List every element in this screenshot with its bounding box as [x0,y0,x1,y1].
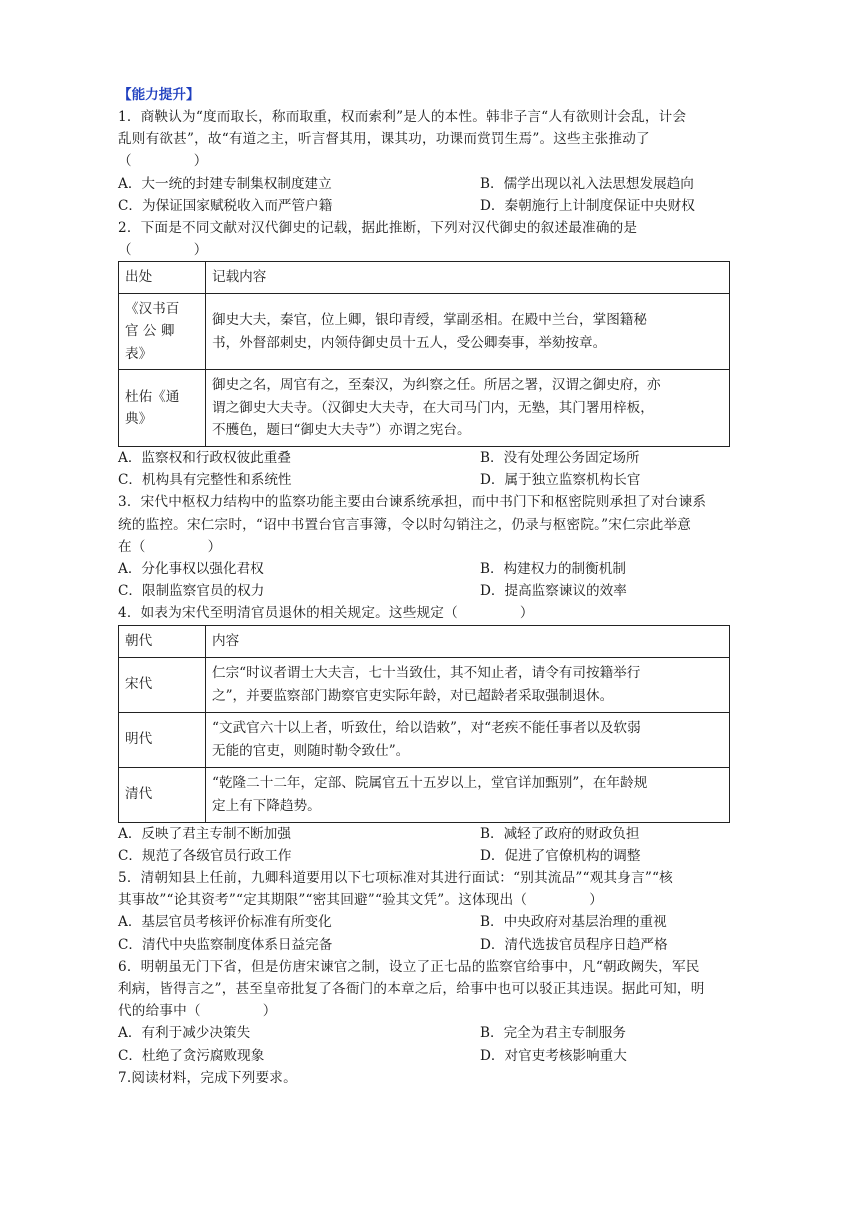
option-c[interactable]: C．杜绝了贪污腐败现象 [118,1047,265,1064]
question-7: 7.阅读材料，完成下列要求。 [118,1069,297,1086]
table-header-row [119,625,730,657]
option-d[interactable]: D．属于独立监察机构长官 [480,472,641,489]
table-cell-content [206,657,730,712]
question-4 [118,602,740,867]
option-row [118,447,740,469]
option-a[interactable]: A．反映了君主专制不断加强 [118,825,291,842]
question-text-line [118,1000,740,1022]
paren-close: ） [519,605,534,622]
table-row [119,293,730,370]
cell-line: 杜佑《通 [125,388,180,405]
cell-line: 定上有下降趋势。 [212,797,321,814]
option-c[interactable]: C．机构具有完整性和系统性 [118,472,292,489]
cell-line: 不雘色，题曰“御史大夫寺”）亦谓之宪台。 [212,422,471,439]
option-row [118,173,740,195]
cell-line: 典》 [125,411,153,428]
option-b[interactable]: B．构建权力的制衡机制 [480,560,626,577]
paren-open: （ [118,242,132,259]
answer-blank [118,150,740,172]
paren-close: ） [262,1003,277,1020]
question-5 [118,867,740,956]
cell-line: 官 公 卿 [125,323,175,340]
option-d[interactable]: D．秦朝施行上计制度保证中央财权 [480,197,695,214]
table-header-cell: 内容 [206,625,730,657]
question-text-line: 3．宋代中枢权力结构中的监察功能主要由台谏系统承担，而中书门下和枢密院则承担了对台谏系 [118,494,707,511]
table-header-cell: 出处 [119,262,206,294]
table-cell-source [119,370,206,447]
table-cell-dynasty: 清代 [119,767,206,822]
table-row [119,370,730,447]
table-cell-source [119,293,206,370]
question-text-line: 6．明朝虽无门下省，但是仿唐宋谏官之制，设立了正七品的监察官给事中，凡“朝政阙失，军民 [118,958,700,975]
option-d[interactable]: D．对官吏考核影响重大 [480,1047,627,1064]
cell-line: 御史之名，周官有之，至秦汉，为纠察之任。所居之署，汉谓之御史府，亦 [212,377,661,394]
question-3 [118,491,740,602]
cell-line: 之”，并要监察部门勘察官吏实际年龄，对已超龄者采取强制退休。 [212,687,614,704]
question-text-line: 1．商鞅认为“度而取长，称而取重，权而索利”是人的本性。韩非子言“人有欲则计会乱，计会 [118,109,687,125]
option-b[interactable]: B．完全为君主专制服务 [480,1025,626,1042]
table-header-row [119,262,730,294]
option-d[interactable]: D．提高监察谏议的效率 [480,583,627,600]
option-a[interactable]: A．大一统的封建专制集权制度建立 [118,175,332,192]
question-text: 代的给事中 [118,1003,187,1020]
paren-close: ） [589,892,603,909]
question-6 [118,956,740,1067]
paren-close: ） [207,538,222,555]
paren-open: （ [131,538,146,555]
question-text-line: 2．下面是不同文献对汉代御史的记载，据此推断，下列对汉代御史的叙述最准确的是 [118,220,638,237]
option-a[interactable]: A．基层官员考核评价标准有所变化 [118,914,332,931]
table-cell-dynasty: 宋代 [119,657,206,712]
cell-line: “文武官六十以上者，听致仕，给以诰敕”，对“老疾不能任事者以及软弱 [212,719,641,736]
option-a[interactable]: A．分化事权以强化君权 [118,560,264,577]
question-2 [118,217,740,491]
option-row [118,911,740,933]
question-text-line: 利病，皆得言之”，甚至皇帝批复了各衙门的本章之后，给事中也可以驳正其违误。据此可知，明 [118,980,705,997]
option-b[interactable]: B．中央政府对基层治理的重视 [480,914,667,931]
option-row [118,823,740,845]
option-c[interactable]: C．限制监察官员的权力 [118,583,265,600]
cell-line: 谓之御史大夫寺。（汉御史大夫寺，在大司马门内，无塾，其门署用梓板， [212,399,654,416]
option-row [118,1022,740,1044]
question-text-line: 乱则有欲甚”，故“有道之主，听言督其用，课其功，功课而赏罚生焉”。这些主张推动了 [118,131,650,148]
paren-open: （ [513,892,528,909]
cell-line: 《汉书百 [125,300,180,317]
cell-line: 表》 [125,345,153,362]
paren-open: （ [186,1003,201,1020]
question-text-line: 5．清朝知县上任前，九卿科道要用以下七项标准对其进行面试：“别其流品”“观其身言”“核 [118,869,673,886]
table-header-cell: 朝代 [119,625,206,657]
cell-line: “乾隆二十二年，定部、院属官五十五岁以上，堂官详加甄别”，在年龄规 [212,774,648,791]
section-title: 【能力提升】 [118,87,200,103]
question-tail: 在 [118,538,132,555]
option-b[interactable]: B．没有处理公务固定场所 [480,449,640,466]
regulation-table [118,625,730,823]
paren-close: ） [193,153,208,170]
question-text-line [118,889,740,911]
option-a[interactable]: A．监察权和行政权彼此重叠 [118,449,291,466]
question-text: 4．如表为宋代至明清官员退休的相关规定。这些规定 [118,605,445,622]
table-header-cell: 记载内容 [206,262,730,294]
paren-open: （ [444,605,458,622]
table-row [119,767,730,822]
option-d[interactable]: D．促进了官僚机构的调整 [480,847,641,864]
table-cell-dynasty: 明代 [119,712,206,767]
option-row [118,1045,740,1067]
paren-close: ） [193,242,208,259]
option-row [118,934,740,956]
cell-line: 御史大夫，秦官，位上卿，银印青绶，掌副丞相。在殿中兰台，掌图籍秘 [212,312,647,329]
option-b[interactable]: B．儒学出现以礼入法思想发展趋向 [480,175,694,192]
question-1 [118,106,740,217]
question-text-line: 统的监控。宋仁宗时，“诏中书置台官言事簿，令以时勾销注之，仍录与枢密院。”宋仁宗此举意 [118,516,692,533]
table-row [119,657,730,712]
table-cell-content [206,293,730,370]
option-c[interactable]: C．清代中央监察制度体系日益完备 [118,936,333,953]
option-row [118,845,740,867]
option-b[interactable]: B．减轻了政府的财政负担 [480,825,640,842]
question-text: 其事故”“论其资考”“定其期限”“密其回避”“验其文凭”。这体现出 [118,892,514,909]
question-text-line [118,602,740,624]
worksheet [118,84,740,1089]
option-row [118,469,740,491]
answer-blank [118,239,740,261]
option-row [118,558,740,580]
table-cell-content [206,712,730,767]
source-table [118,261,730,447]
table-row [119,712,730,767]
answer-blank [118,536,740,558]
option-row [118,195,740,217]
cell-line: 无能的官吏，则随时勒令致仕”。 [212,742,410,759]
option-c[interactable]: C．为保证国家赋税收入而严管户籍 [118,197,333,214]
table-cell-content [206,370,730,447]
cell-line: 仁宗“时议者谓士大夫言，七十当致仕，其不知止者，请令有司按籍举行 [212,664,641,681]
option-row [118,580,740,602]
option-a[interactable]: A．有利于减少决策失 [118,1025,251,1042]
option-c[interactable]: C．规范了各级官员行政工作 [118,847,292,864]
option-d[interactable]: D．清代选拔官员程序日趋严格 [480,936,668,953]
table-cell-content [206,767,730,822]
cell-line: 书，外督部刺史，内领侍御史员十五人，受公卿奏事，举劾按章。 [212,334,607,351]
paren-open: （ [118,153,132,170]
